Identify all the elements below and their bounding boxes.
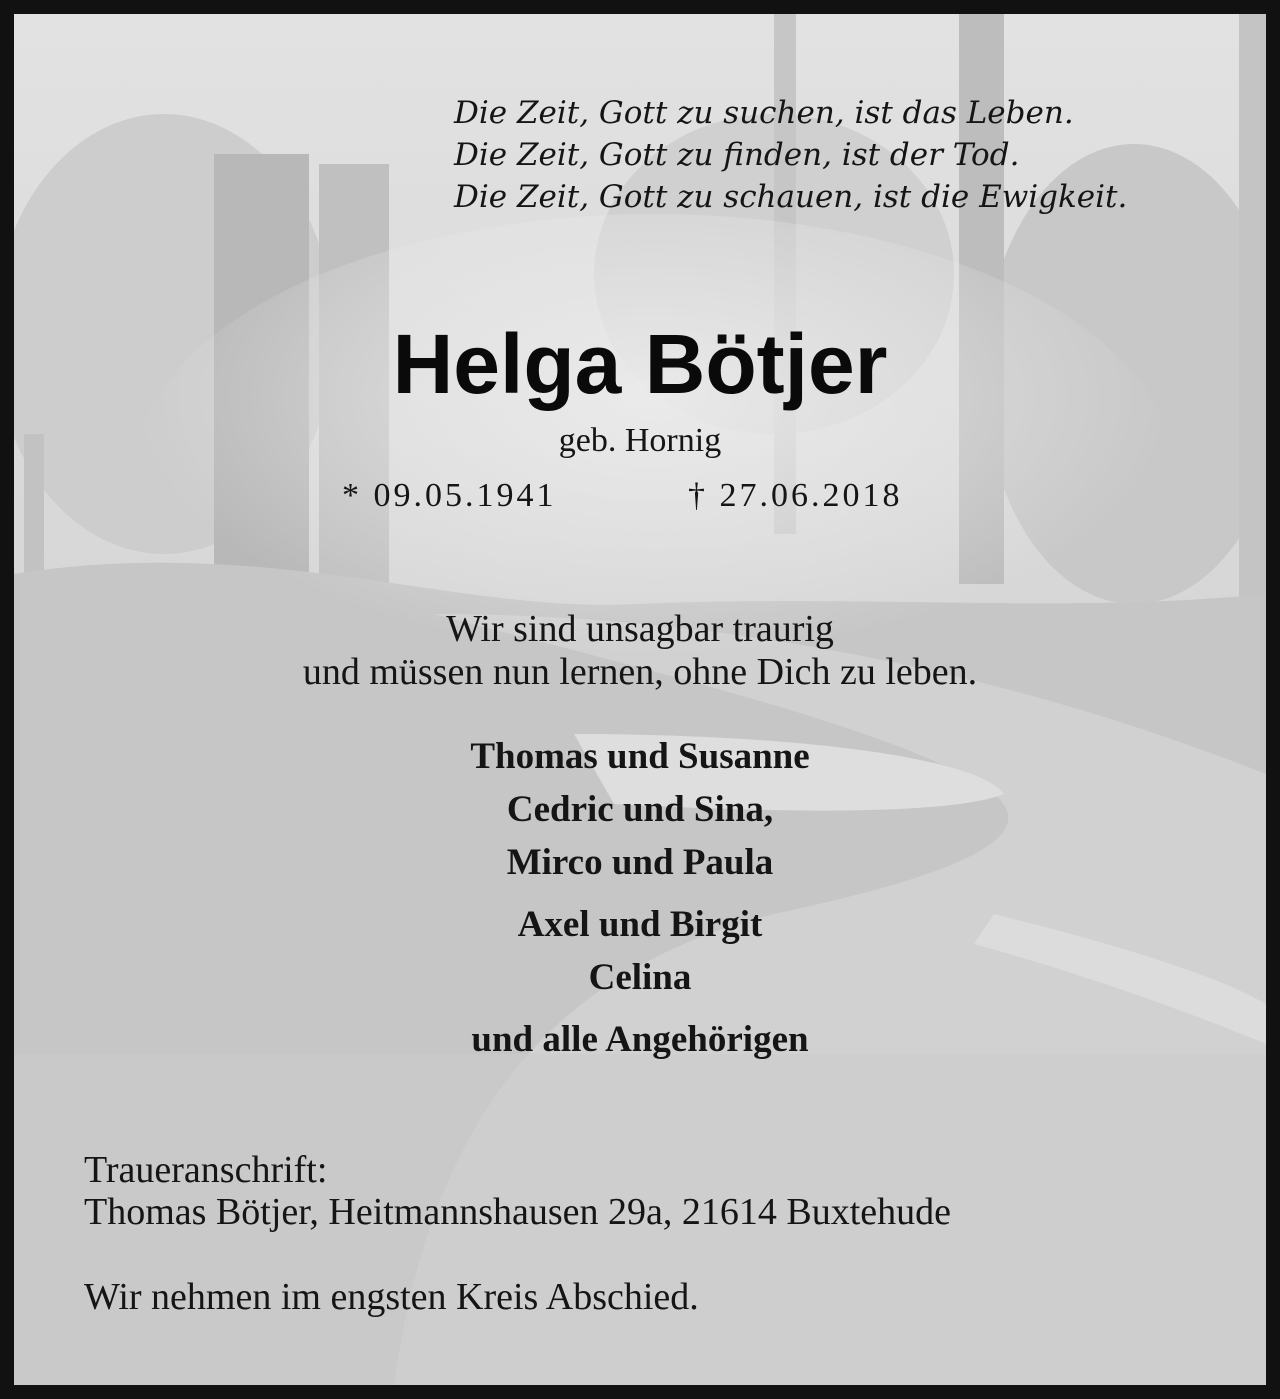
- address-label: Traueranschrift:: [84, 1149, 328, 1191]
- address-line: Thomas Bötjer, Heitmannshausen 29a, 21614 Buxtehude: [84, 1191, 952, 1233]
- quote-line-3: Die Zeit, Gott zu schauen, ist die Ewigkeit.: [454, 179, 1128, 215]
- mourners-group-2: [14, 898, 1266, 1004]
- birth-date: * 09.05.1941: [342, 477, 557, 514]
- mourner-line: Mirco und Paula: [506, 842, 774, 883]
- mourners-group-1: [14, 730, 1266, 889]
- grief-message: [14, 608, 1266, 694]
- farewell-note: Wir nehmen im engsten Kreis Abschied.: [84, 1276, 699, 1318]
- mourning-address: [84, 1149, 951, 1233]
- maiden-name: geb. Hornig: [558, 422, 722, 459]
- quote-line-2: Die Zeit, Gott zu finden, ist der Tod.: [454, 137, 1020, 173]
- deceased-name: Helga Bötjer: [392, 317, 888, 411]
- grief-line-1: Wir sind unsagbar traurig: [446, 608, 834, 650]
- quote-line-1: Die Zeit, Gott zu suchen, ist das Leben.: [454, 95, 1074, 131]
- grief-line-2: und müssen nun lernen, ohne Dich zu leben.: [302, 651, 978, 693]
- mourner-line: Celina: [588, 957, 692, 998]
- mourner-line: Axel und Birgit: [517, 904, 763, 945]
- bible-quote: [454, 92, 1127, 218]
- mourner-line: Cedric und Sina,: [506, 789, 774, 830]
- mourners-group-3: [14, 1013, 1266, 1066]
- mourner-line: und alle Angehörigen: [471, 1019, 809, 1060]
- mourner-line: Thomas und Susanne: [470, 736, 810, 777]
- death-date: † 27.06.2018: [688, 477, 903, 514]
